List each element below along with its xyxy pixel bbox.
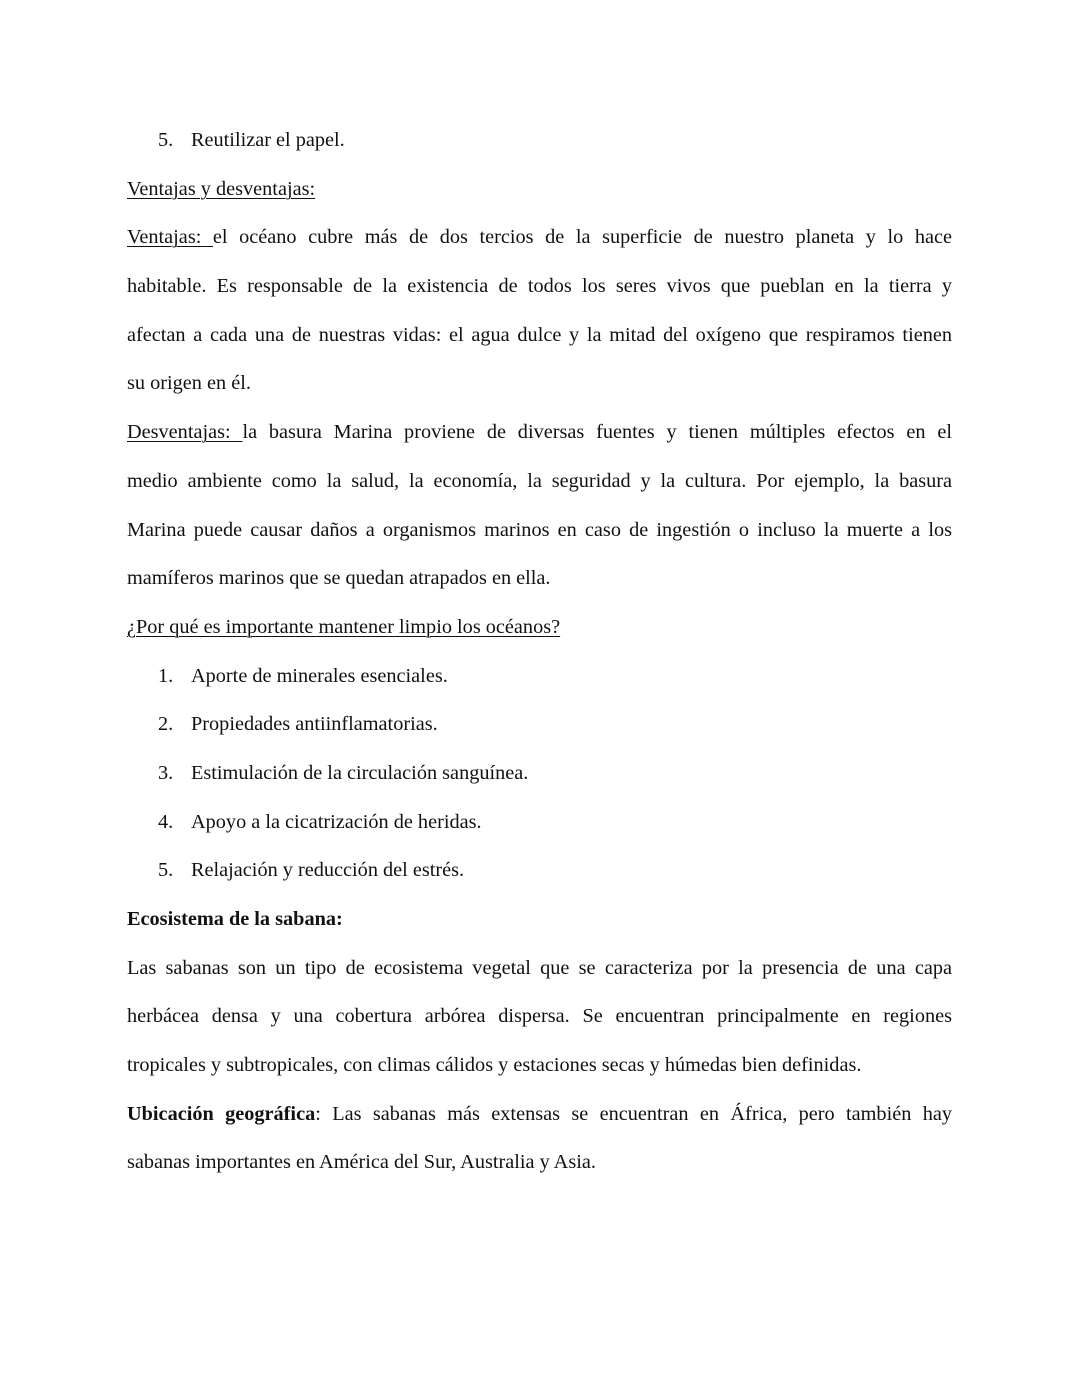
desventajas-line: Marina puede causar daños a organismos marinos en caso de ingestión o incluso la muerte a los [127,518,952,541]
question-heading: ¿Por qué es importante mantener limpio los océanos? [127,615,561,638]
list-number: 1. [158,664,174,687]
list-text: Reutilizar el papel. [191,129,345,151]
ventajas-line: afectan a cada una de nuestras vidas: el agua dulce y la mitad del oxígeno que respiramos tienen [127,323,952,346]
list-item [127,846,952,895]
list-text: Apoyo a la cicatrización de heridas. [191,810,482,833]
list-number: 3. [158,761,174,784]
text-line: la basura Marina proviene de diversas fuentes y tienen múltiples efectos en el [242,421,952,444]
list-number: 4. [158,810,174,833]
ventajas-label: Ventajas: [127,226,213,249]
ventajas-line: su origen en él. [127,372,251,395]
text-line: el océano cubre más de dos tercios de la superficie de nuestro planeta y lo hace [212,226,952,249]
list-text: Propiedades antiinflamatorias. [191,713,438,736]
list-number: 2. [158,713,174,736]
desventajas-line [127,408,952,457]
ubicacion-label: Ubicación geográfica [127,1102,316,1125]
text-line: : Las sabanas más extensas se encuentran en África, pero también hay [315,1102,952,1125]
list-item [127,700,952,749]
sabana-line: herbácea densa y una cobertura arbórea dispersa. Se encuentran principalmente en regiones [127,1005,952,1028]
desventajas-line: mamíferos marinos que se quedan atrapados en ella. [127,567,551,590]
sabana-line: tropicales y subtropicales, con climas cálidos y estaciones secas y húmedas bien definidas. [127,1054,862,1077]
ubicacion-line [127,1090,952,1139]
section-heading-ventajas-desventajas: Ventajas y desventajas: [127,177,316,200]
desventajas-label: Desventajas: [127,421,243,444]
sabana-line: Las sabanas son un tipo de ecosistema vegetal que se caracteriza por la presencia de una capa [127,956,952,979]
list-text: Aporte de minerales esenciales. [191,664,448,687]
list-text: Relajación y reducción del estrés. [191,859,465,882]
desventajas-line: medio ambiente como la salud, la economía, la seguridad y la cultura. Por ejemplo, la basura [127,469,952,492]
list-item [127,116,952,165]
list-number: 5. [158,129,174,151]
ventajas-line [127,213,952,262]
list-text: Estimulación de la circulación sanguínea. [191,761,529,784]
ubicacion-line: sabanas importantes en América del Sur, Australia y Asia. [127,1151,596,1174]
list-item [127,798,952,847]
document-page [127,116,952,1187]
sabana-heading: Ecosistema de la sabana: [127,908,343,930]
list-item [127,749,952,798]
list-item [127,652,952,701]
list-number: 5. [158,859,174,882]
ventajas-line: habitable. Es responsable de la existencia de todos los seres vivos que pueblan en la tierra y [127,275,952,298]
